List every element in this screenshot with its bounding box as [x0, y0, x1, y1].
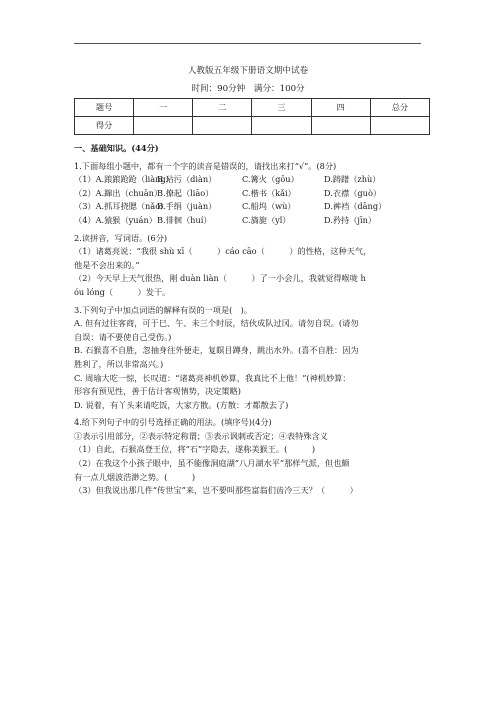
score-header-cell: 二: [193, 99, 252, 117]
option-c[interactable]: C.旖旎（yǐ）: [242, 214, 291, 225]
score-table-header-row: [75, 99, 430, 117]
exam-content: [74, 142, 434, 498]
question-3-stem: 3.下列句子中加点词语的解释有误的一项是( )。: [74, 304, 252, 315]
score-input-cell[interactable]: [193, 117, 252, 135]
option-b[interactable]: B.撩起（liāo）: [157, 187, 214, 198]
section-heading: 一、基础知识。(44分): [74, 143, 159, 153]
question-3-option-a[interactable]: A. 但有过往客商，可于巳、午、未三个时辰，结伙成队过冈。请勿自误。(请勿: [74, 318, 359, 329]
option-d[interactable]: D.衣襟（guò）: [324, 187, 382, 198]
exam-time-info: 时间：90分钟 满分：100分: [191, 84, 305, 94]
question-1-row: [74, 200, 434, 214]
option-a[interactable]: （3）A.抓耳挠腮（nǎo）: [74, 201, 169, 212]
option-b[interactable]: B.手绢（juàn）: [157, 201, 217, 212]
question-1-stem: 1.下面每组小题中，都有一个字的读音是错误的，请找出来打“√”。(8分): [74, 160, 337, 171]
question-3-option-b-cont: 胜利了，所以非常高兴。): [74, 358, 164, 369]
option-a[interactable]: （1）A.踉踉跄跄（liàng）: [74, 174, 174, 185]
score-table: [74, 98, 430, 135]
option-b[interactable]: B.玷污（diàn）: [157, 174, 217, 185]
question-2-line: óu lóng（ ）发干。: [74, 286, 171, 297]
question-3-option-c[interactable]: C. 周瑜大吃一惊，长叹道：“诸葛亮神机妙算，我真比不上他！”(神机妙算：: [74, 372, 351, 383]
question-4-sentence: （2）在我这个小孩子眼中，虽不能像洞庭湖“八月湖水平”那样气派，但也颇: [74, 458, 350, 469]
question-2-line: （1）诸葛亮说：“我很 shù xī（ ）cáo cāo（ ）的性格，这种天气，: [74, 246, 372, 257]
score-table-score-row: [75, 117, 430, 135]
option-b[interactable]: B.徘徊（huí）: [157, 214, 212, 225]
question-3-option-c-cont: 形容有预见性，善于估计客观情势，决定策略): [74, 386, 241, 397]
question-1-row: [74, 214, 434, 228]
question-2-line: （2）今天早上天气很热，刚 duàn liàn（ ）了一小会儿，我就觉得喉咙 h: [74, 273, 366, 284]
question-1-row: [74, 173, 434, 187]
question-4-stem: 4.给下列句子中的引号选择正确的用法。(填序号)(4分): [74, 417, 272, 428]
option-c[interactable]: C.篝火（gōu）: [242, 174, 299, 185]
top-rule: [74, 43, 421, 44]
question-2-line: 他是不会出来的。”: [74, 259, 140, 270]
page-title: 人教版五年级下册语文期中试卷: [187, 66, 309, 76]
score-header-cell: 一: [134, 99, 193, 117]
score-header-cell: 题号: [75, 99, 134, 117]
score-input-cell[interactable]: [311, 117, 370, 135]
question-3-option-d[interactable]: D. 说着，有丫头来请吃饭，大家方散。(方散：才都散去了): [74, 399, 289, 410]
option-c[interactable]: C.楷书（kǎi）: [242, 187, 296, 198]
score-header-cell: 四: [311, 99, 370, 117]
question-3-option-a-cont: 自误：请不要使自己受伤。): [74, 331, 172, 342]
score-row-label: 得分: [75, 117, 134, 135]
score-header-cell: 三: [252, 99, 311, 117]
option-d[interactable]: D.踌躇（zhù）: [324, 174, 381, 185]
question-2-stem: 2.读拼音，写词语。(6分): [74, 232, 168, 243]
question-4-sentence: （1）自此，石猴高登王位，将“石”字隐去，遂称美猴王。( ): [74, 444, 316, 455]
option-a[interactable]: （4）A.猿猴（yuán）: [74, 214, 157, 225]
question-3-option-b[interactable]: B. 石猴喜不自胜，忽抽身往外便走，复瞑目蹲身，跳出水外。(喜不自胜：因为: [74, 345, 359, 356]
score-input-cell[interactable]: [252, 117, 311, 135]
question-4-options: ①表示引用部分，②表示特定称谓；③表示讽刺或否定；④表特殊含义: [74, 430, 328, 441]
score-header-cell: 总分: [370, 99, 429, 117]
option-d[interactable]: D.矜持（jīn）: [324, 214, 377, 225]
score-input-cell[interactable]: [134, 117, 193, 135]
option-a[interactable]: （2）A.蹿出（chuān）: [74, 187, 163, 198]
option-d[interactable]: D.裤裆（dāng）: [324, 201, 387, 212]
score-input-cell[interactable]: [370, 117, 429, 135]
question-4-sentence-cont: 有一点儿烟波浩渺之势。( ): [74, 471, 196, 482]
question-4-sentence: （3）但我说出那几件“传世宝”来，岂不要叫那些富翁们齿冷三天？（ ）: [74, 485, 358, 496]
option-c[interactable]: C.船坞（wù）: [242, 201, 296, 212]
question-1-row: [74, 187, 434, 201]
